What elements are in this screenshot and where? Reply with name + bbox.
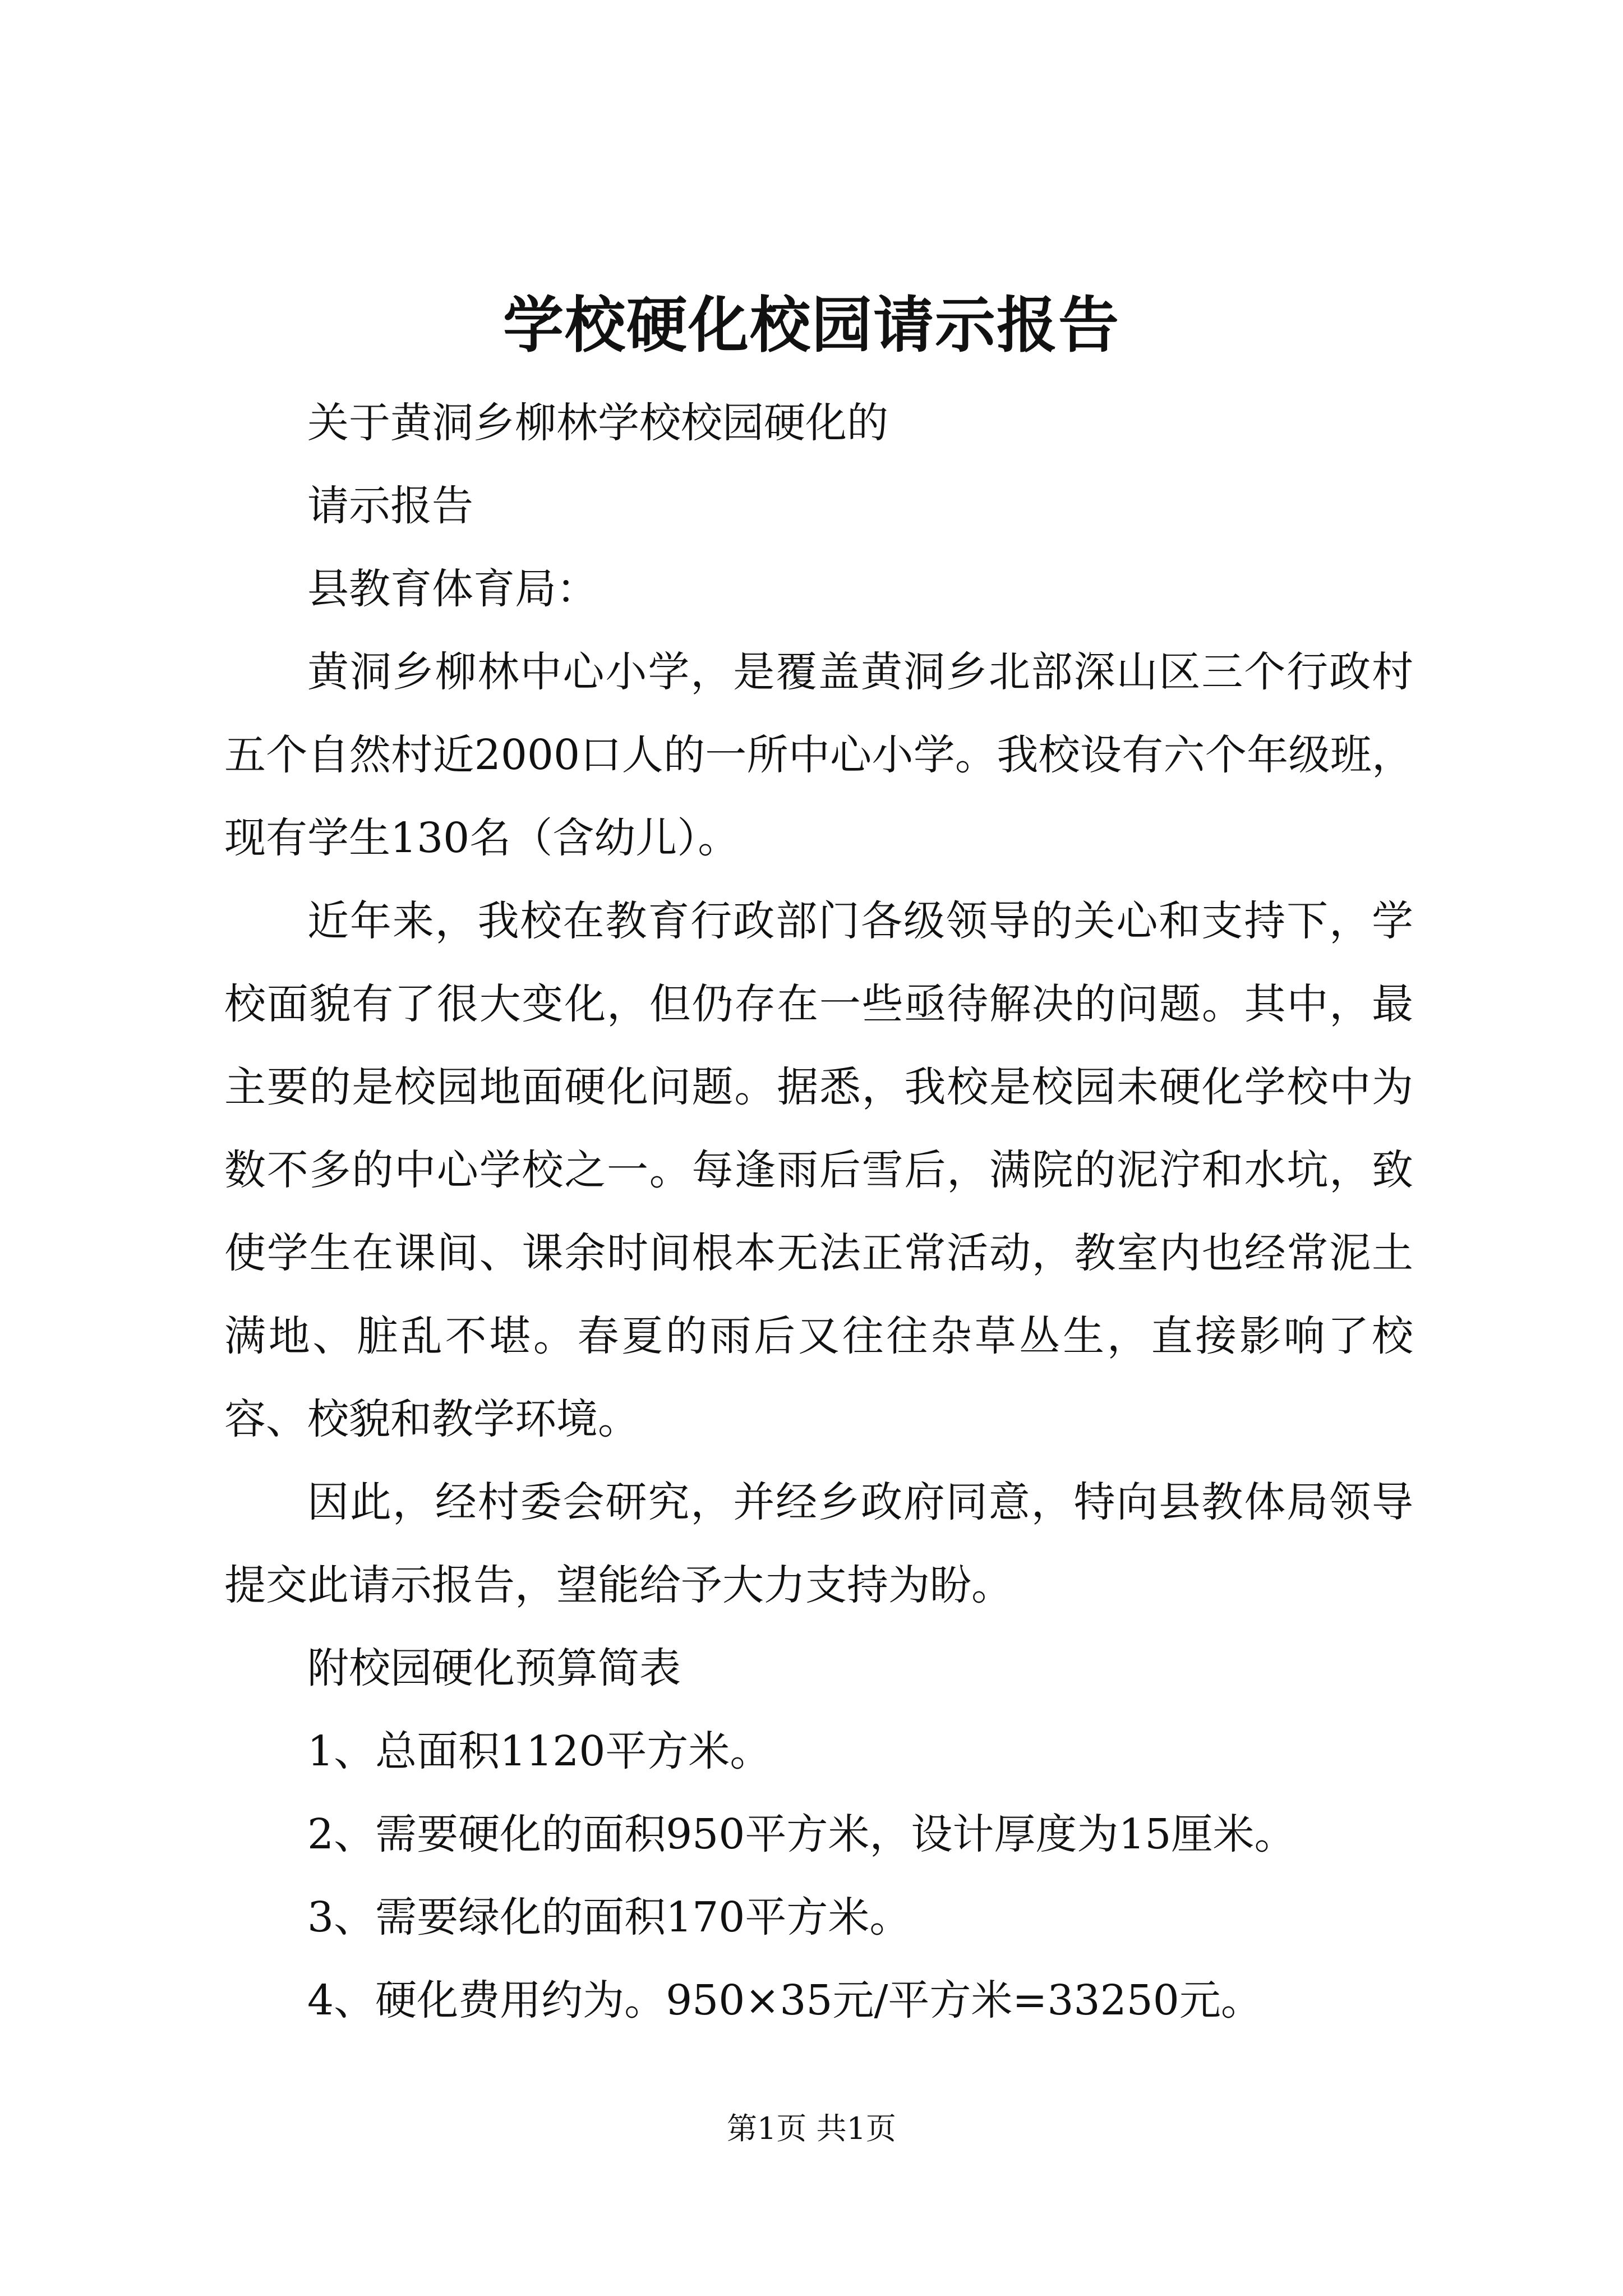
subtitle-line-1: 关于黄洞乡柳林学校校园硬化的 — [307, 399, 888, 447]
paragraph-text: 黄洞乡柳林中心小学，是覆盖黄洞乡北部深山区三个行政村五个自然村近2000口人的一所中心小学。我校设有六个年级班，现有学生130名（含幼儿）。 — [224, 648, 1413, 862]
paragraph-intro — [224, 631, 1413, 880]
paragraph-problem — [224, 880, 1413, 1461]
paragraph-text: 因此，经村委会研究，并经乡政府同意，特向县教体局领导提交此请示报告，望能给予大力支持为盼。 — [224, 1478, 1413, 1609]
subtitle-line-2: 请示报告 — [307, 482, 473, 530]
budget-item-2: 2、需要硬化的面积950平方米，设计厚度为15厘米。 — [307, 1810, 1296, 1858]
page-footer: 第1页 共1页 — [727, 2111, 896, 2146]
paragraph-text: 近年来，我校在教育行政部门各级领导的关心和支持下，学校面貌有了很大变化，但仍存在一些亟待解决的问题。其中，最主要的是校园地面硬化问题。据悉，我校是校园未硬化学校中为数不多的中心学校之一。每逢雨后雪后，满院的泥泞和水坑，致使学生在课间、课余时间根本无法正常活动，教室内也经常泥土满地、脏乱不堪。春夏的雨后又往往杂草丛生，直接影响了校容、校貌和教学环境。 — [224, 897, 1413, 1443]
paragraph-request — [224, 1461, 1413, 1627]
budget-item-1: 1、总面积1120平方米。 — [307, 1727, 772, 1775]
budget-item-3: 3、需要绿化的面积170平方米。 — [307, 1893, 911, 1941]
budget-item-4: 4、硬化费用约为。950×35元/平方米=33250元。 — [307, 1976, 1262, 2024]
document-title: 学校硬化校园请示报告 — [502, 290, 1120, 361]
attachment-title: 附校园硬化预算简表 — [307, 1644, 681, 1692]
addressee: 县教育体育局： — [307, 565, 598, 613]
document-body — [224, 381, 1413, 2042]
